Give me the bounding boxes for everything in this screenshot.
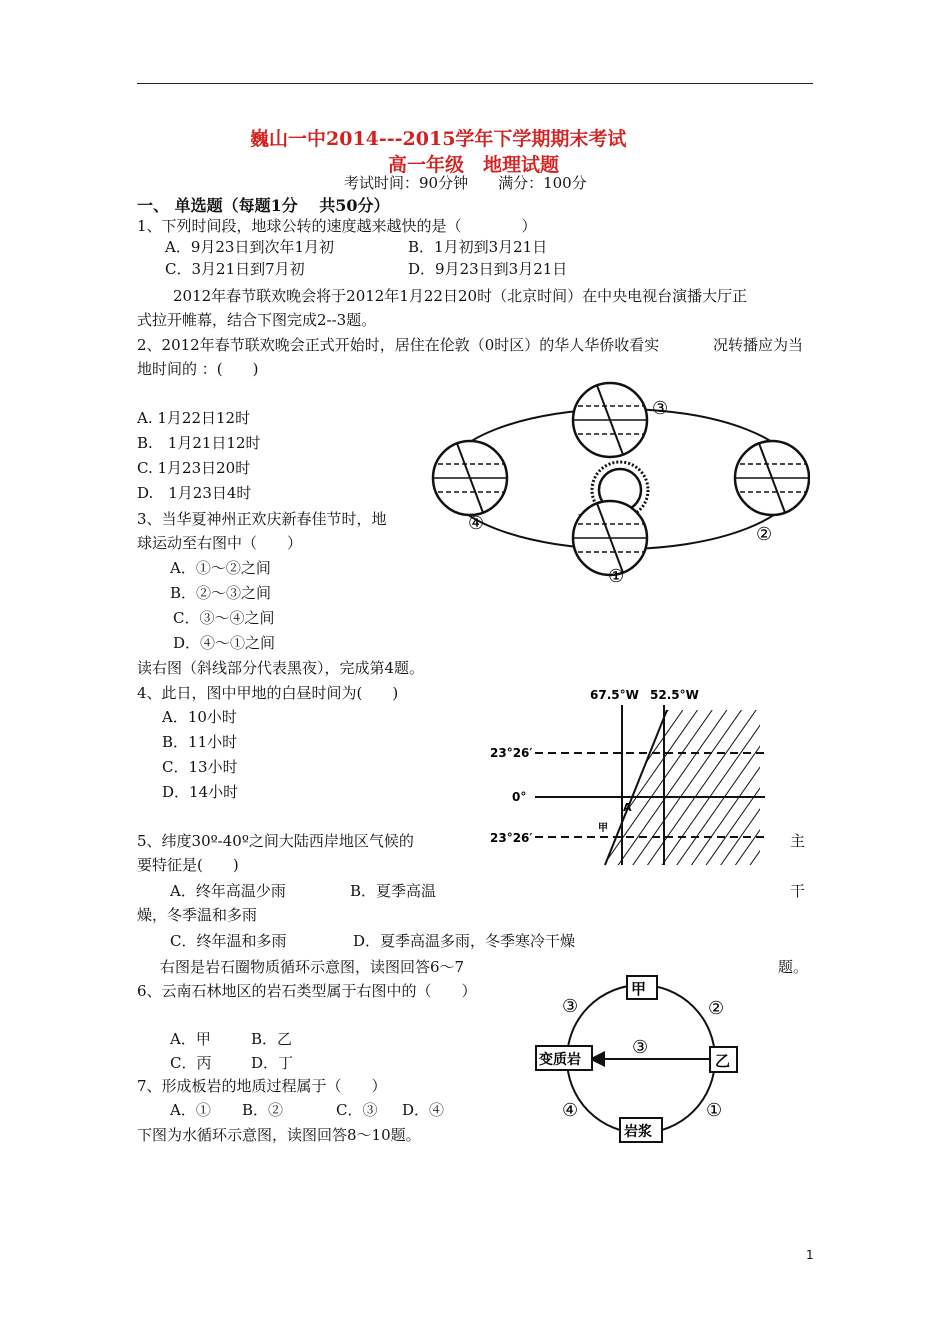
exam-info: 考试时间：90分钟 满分：100分 <box>344 174 587 192</box>
lon-right-label: 52.5°W <box>650 688 699 702</box>
q3-stem-line1: 3、当华夏神州正欢庆新春佳节时，地 <box>137 510 387 528</box>
header-rule <box>137 83 813 84</box>
box-left <box>536 1046 592 1070</box>
q5-stem-b: 主 <box>790 832 806 850</box>
q3-option-a: A．①～②之间 <box>170 559 271 577</box>
q5-option-a: A．终年高温少雨 <box>170 882 286 900</box>
q3-stem-line2: 球运动至右图中（ ） <box>137 534 303 552</box>
q1-option-c: C．3月21日到7月初 <box>165 260 305 278</box>
orbit-mark-3: ③ <box>652 398 669 419</box>
q2-option-c: C. 1月23日20时 <box>137 459 251 477</box>
intro-8-10: 下图为水循环示意图，读图回答8～10题。 <box>137 1126 421 1144</box>
point-jia-label: 甲 <box>598 823 608 834</box>
night-area <box>605 710 760 865</box>
earth-position-4 <box>430 438 510 518</box>
point-a-label: A <box>623 801 632 814</box>
q5-stem-line2: 要特征是( ) <box>137 856 239 874</box>
q6-option-b: B．乙 <box>251 1030 293 1048</box>
rock-cycle-figure <box>530 970 750 1145</box>
q4-option-a: A．10小时 <box>162 708 237 726</box>
q2-stem-b: 况转播应为当 <box>713 336 804 354</box>
q4-option-b: B．11小时 <box>162 733 238 751</box>
lon-left-label: 67.5°W <box>590 688 639 702</box>
q6-stem: 6、云南石林地区的岩石类型属于右图中的（ ） <box>137 982 477 1000</box>
q2-option-d: D. 1月23日4时 <box>137 484 252 502</box>
q7-option-b: B．② <box>242 1101 284 1119</box>
box-right <box>710 1047 737 1072</box>
earth-orbit-figure <box>420 378 810 600</box>
q2-stem-a: 2、2012年春节联欢晚会正式开始时，居住在伦敦（0时区）的华人华侨收看实 <box>137 336 660 354</box>
q5-option-c: C．终年温和多雨 <box>170 932 287 950</box>
q5-option-b: B．夏季高温 <box>350 882 437 900</box>
q3-option-b: B．②～③之间 <box>170 584 272 602</box>
rock-mark-2: ② <box>708 998 725 1019</box>
q7-option-a: A．① <box>170 1101 211 1119</box>
q2-option-a: A. 1月22日12时 <box>137 409 251 427</box>
q5-stem-a: 5、纬度30º-40º之间大陆西岸地区气候的 <box>137 832 414 850</box>
q5-option-d: D．夏季高温多雨，冬季寒冷干燥 <box>353 932 576 950</box>
q2-option-b: B. 1月21日12时 <box>137 434 261 452</box>
q3-option-c: C．③～④之间 <box>173 609 275 627</box>
lat-top-label: 23°26′ <box>490 746 533 760</box>
rock-mark-middle: ③ <box>632 1037 649 1058</box>
page-number: 1 <box>806 1248 814 1262</box>
box-top <box>627 976 657 999</box>
q4-option-d: D．14小时 <box>162 783 239 801</box>
q6-option-d: D．丁 <box>251 1054 294 1072</box>
earth-position-2 <box>732 438 810 518</box>
q3-option-d: D．④～①之间 <box>173 634 276 652</box>
q7-option-c: C．③ <box>336 1101 378 1119</box>
q1-option-d: D．9月23日到3月21日 <box>408 260 568 278</box>
intro-6-7-a: 右图是岩石圈物质循环示意图，读图回答6～7 <box>160 958 465 976</box>
svg-text:变质岩: 变质岩 <box>539 1052 581 1068</box>
q1-option-b: B．1月初到3月21日 <box>408 238 548 256</box>
svg-text:岩浆: 岩浆 <box>624 1124 652 1140</box>
orbit-mark-4: ④ <box>468 513 485 534</box>
q6-option-a: A．甲 <box>170 1030 211 1048</box>
rock-mark-3: ③ <box>562 996 579 1017</box>
earth-position-3 <box>570 380 650 460</box>
svg-text:乙: 乙 <box>715 1052 731 1070</box>
q4-stem: 4、此日，图中甲地的白昼时间为( ) <box>137 684 399 702</box>
exam-title: 巍山一中2014---2015学年下学期期末考试 <box>250 128 627 150</box>
orbit-mark-2: ② <box>756 524 773 545</box>
section-heading: 一、 单选题（每题1分 共50分） <box>137 196 390 215</box>
intro-6-7-b: 题。 <box>778 958 809 976</box>
q5-option-b-cont-b: 燥，冬季温和多雨 <box>137 906 258 924</box>
exam-subtitle: 高一年级 地理试题 <box>388 154 560 176</box>
intro-4: 读右图（斜线部分代表黑夜），完成第4题。 <box>137 659 425 677</box>
rock-mark-4: ④ <box>562 1100 579 1121</box>
q1-stem: 1、下列时间段，地球公转的速度越来越快的是（ ） <box>137 217 537 235</box>
svg-text:甲: 甲 <box>631 980 647 998</box>
q7-stem: 7、形成板岩的地质过程属于（ ） <box>137 1077 387 1095</box>
terminator-figure <box>480 685 770 870</box>
box-bottom <box>620 1118 662 1142</box>
lat-equator-label: 0° <box>512 790 527 804</box>
q2-stem-line2: 地时间的 ：( ) <box>137 360 259 378</box>
q5-option-b-cont-a: 干 <box>790 882 806 900</box>
lat-bottom-label: 23°26′ <box>490 831 533 845</box>
q1-option-a: A．9月23日到次年1月初 <box>165 238 335 256</box>
intro-2-3-line1: 2012年春节联欢晚会将于2012年1月22日20时（北京时间）在中央电视台演播大厅正 <box>173 287 748 305</box>
q7-option-d: D．④ <box>402 1101 445 1119</box>
q4-option-c: C．13小时 <box>162 758 238 776</box>
q6-option-c: C．丙 <box>170 1054 212 1072</box>
orbit-mark-1: ① <box>608 566 625 587</box>
rock-mark-1: ① <box>706 1100 723 1121</box>
intro-2-3-line2: 式拉开帷幕，结合下图完成2--3题。 <box>137 311 377 329</box>
